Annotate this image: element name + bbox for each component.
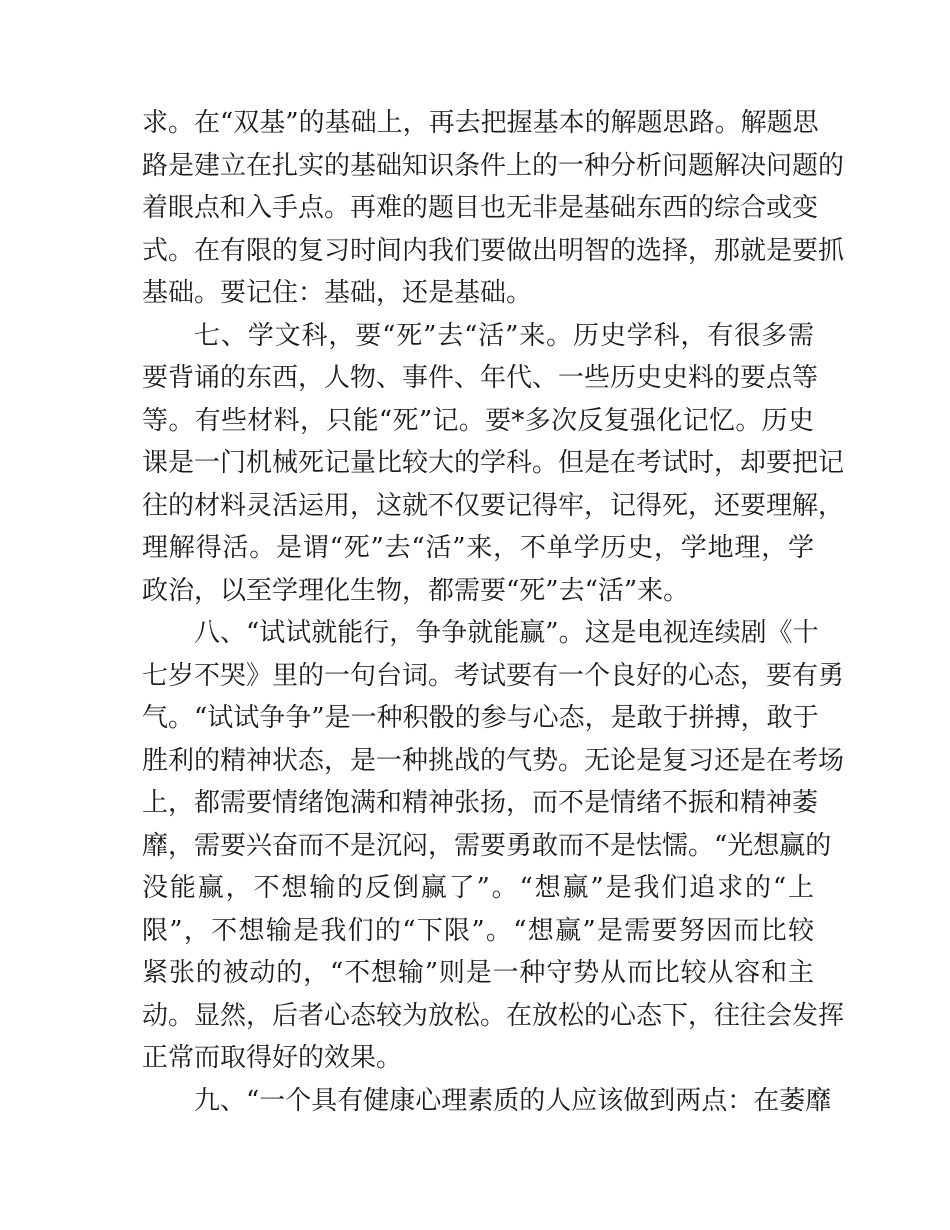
text-line: 正常而取得好的效果。 [142,1043,403,1073]
text-line: 胜利的精神状态，是一种挑战的气势。无论是复习还是在考场 [142,745,845,776]
text-line: 上，都需要情绪饱满和精神张扬，而不是情绪不振和精神萎 [142,788,819,818]
text-line: 式。在有限的复习时间内我们要做出明智的选择，那就是要抓 [142,235,845,266]
text-line: 课是一门机械死记量比较大的学科。但是在考试时，却要把记 [142,448,845,478]
text-line: 着眼点和入手点。再难的题目也无非是基础东西的综合或变 [142,193,819,223]
text-line: 动。显然，后者心态较为放松。在放松的心态下，往往会发挥 [142,1000,845,1031]
text-line: 紧张的被动的，“不想输”则是一种守势从而比较从容和主 [142,958,814,988]
paragraph-first-line: 八、“试试就能行，争争就能赢”。这是电视连续剧《十 [194,618,819,648]
text-line: 气。“试试争争”是一种积骰的参与心态，是敢于拼搏，敢于 [142,703,819,733]
text-line: 基础。要记住：基础，还是基础。 [142,278,533,308]
text-line: 要背诵的东西，人物、事件、年代、一些历史史料的要点等 [142,363,819,393]
document-body [142,102,845,1122]
text-line: 路是建立在扎实的基础知识条件上的一种分析问题解决问题的 [142,150,845,181]
text-line: 靡，需要兴奋而不是沉闷，需要勇敢而不是怯懦。“光想赢的 [142,830,832,861]
text-line: 往的材料灵活运用，这就不仅要记得牢，记得死，还要理解， [142,490,845,521]
text-line: 等。有些材料，只能“死”记。要*多次反复强化记忆。历史 [142,405,814,436]
text-line: 政治，以至学理化生物，都需要“死”去“活”来。 [142,575,690,606]
text-line: 求。在“双基”的基础上，再去把握基本的解题思路。解题思 [142,108,819,138]
text-line: 限”，不想输是我们的“下限”。“想赢”是需要努因而比较 [142,915,814,946]
text-line: 七岁不哭》里的一句台词。考试要有一个良好的心态，要有勇 [142,660,845,691]
paragraph-first-line: 七、学文科，要“死”去“活”来。历史学科，有很多需 [194,320,814,351]
text-line: 理解得活。是谓“死”去“活”来，不单学历史，学地理，学 [142,533,814,563]
text-line: 没能赢，不想输的反倒赢了”。“想赢”是我们追求的“上 [142,873,814,903]
paragraph-first-line: 九、“一个具有健康心理素质的人应该做到两点：在萎靡 [194,1085,832,1116]
